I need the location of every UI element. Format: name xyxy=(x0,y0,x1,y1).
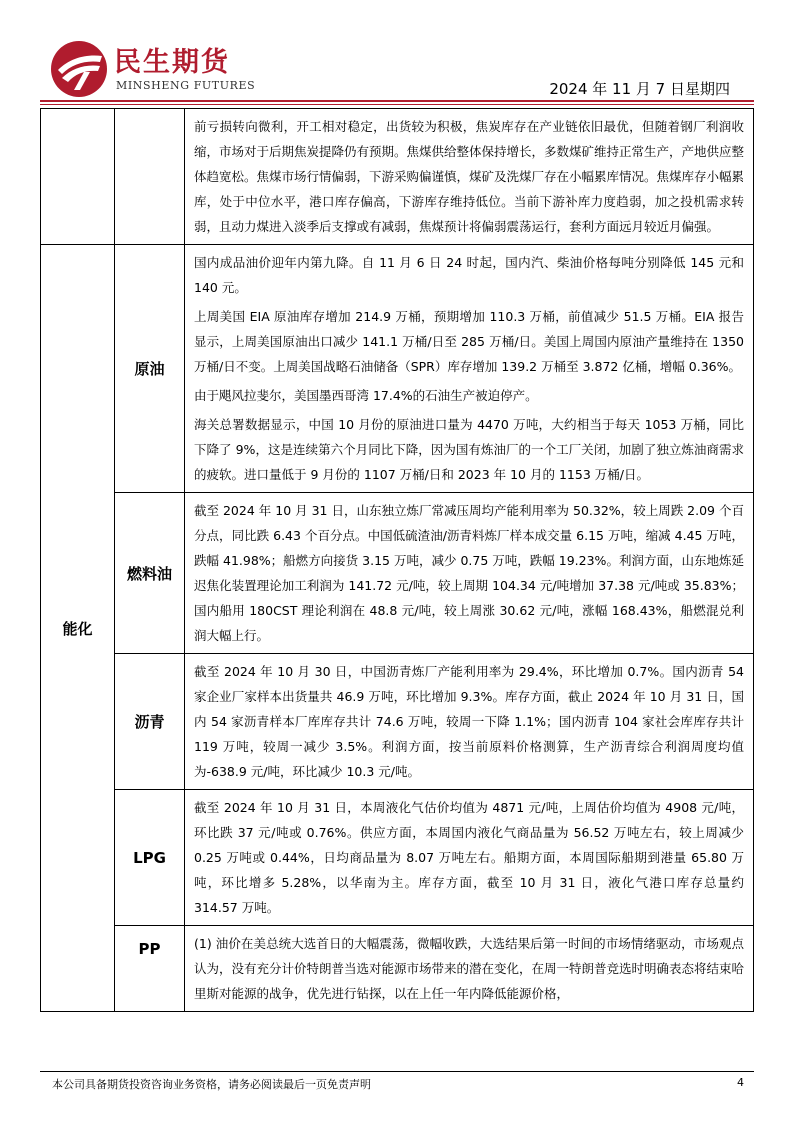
header-divider-thin xyxy=(40,104,754,105)
content-cell xyxy=(185,654,754,790)
content-paragraph: 上周美国 EIA 原油库存增加 214.9 万桶，预期增加 110.3 万桶，前值减少 51.5 万桶。EIA 报告显示，上周美国原油出口减少 141.1 万桶/日至 285 万桶/日。美国上周国内原油产量维持在 1350 万桶/日不变。上周美国战略石油储备（SPR）库存增加 139.2 万桶至 3.872 亿桶，增幅 0.36%。 xyxy=(194,309,744,374)
table-row xyxy=(41,493,754,654)
content-cell xyxy=(185,926,754,1012)
content-cell xyxy=(185,109,754,245)
content-paragraph: 海关总署数据显示，中国 10 月份的原油进口量为 4470 万吨，大约相当于每天 1053 万桶，同比下降了 9%，这是连续第六个月同比下降，因为国有炼油厂的一个工厂关闭，加剧了独立炼油商需求的疲软。进口量低于 9 月份的 1107 万桶/日和 2023 年 10 月的 1153 万桶/日。 xyxy=(194,417,744,482)
page-header xyxy=(0,0,794,112)
report-date: 2024 年 11 月 7 日星期四 xyxy=(549,80,730,98)
product-label: 燃料油 xyxy=(115,493,185,654)
content-cell xyxy=(185,790,754,926)
table-row xyxy=(41,790,754,926)
footer-disclaimer: 本公司具备期货投资咨询业务资格，请务必阅读最后一页免责声明 xyxy=(52,1078,371,1091)
table-row xyxy=(41,245,754,493)
commodity-table xyxy=(40,108,754,1012)
content-cell xyxy=(185,493,754,654)
product-label: 原油 xyxy=(115,245,185,493)
product-cell-empty xyxy=(115,109,185,245)
content-paragraph: 截至 2024 年 10 月 31 日，山东独立炼厂常减压周均产能利用率为 50.32%，较上周跌 2.09 个百分点，同比跌 6.43 个百分点。中国低硫渣油/沥青料炼厂样本成交量 6.15 万吨，缩减 4.45 万吨，跌幅 41.98%；船燃方向接货 3.15 万吨，减少 0.75 万吨，跌幅 19.23%。利润方面，山东地炼延迟焦化装置理论加工利润为 141.72 元/吨，较上周期 104.34 元/吨增加 37.38 元/吨或 35.83%；国内船用 180CST 理论利润在 48.8 元/吨，较上周涨 30.62 元/吨，涨幅 168.43%，船燃混兑利润大幅上行。 xyxy=(194,503,744,643)
page-number: 4 xyxy=(737,1076,744,1089)
product-label: PP xyxy=(115,926,185,1012)
footer-divider xyxy=(40,1071,754,1072)
product-label: LPG xyxy=(115,790,185,926)
brand-name-cn: 民生期货 xyxy=(114,47,230,78)
minsheng-logo-icon xyxy=(50,40,108,98)
content-paragraph: 国内成品油价迎年内第九降。自 11 月 6 日 24 时起，国内汽、柴油价格每吨分别降低 145 元和 140 元。 xyxy=(194,255,744,295)
content-paragraph: 前亏损转向微利，开工相对稳定，出货较为积极，焦炭库存在产业链依旧最优，但随着钢厂利润收缩，市场对于后期焦炭提降仍有预期。焦煤供给整体保持增长，多数煤矿维持正常生产，产地供应整体趋宽松。焦煤市场行情偏弱，下游采购偏谨慎，煤矿及洗煤厂存在小幅累库情况。焦煤库存小幅累库，处于中位水平，港口库存偏高，下游库存维持低位。当前下游补库力度趋弱，加之投机需求转弱，且动力煤进入淡季后支撑或有减弱，焦煤预计将偏弱震荡运行，套利方面远月较近月偏强。 xyxy=(194,119,745,234)
table-row xyxy=(41,109,754,245)
content-paragraph: 截至 2024 年 10 月 31 日，本周液化气估价均值为 4871 元/吨，上周估价均值为 4908 元/吨，环比跌 37 元/吨或 0.76%。供应方面，本周国内液化气商品量为 56.52 万吨左右，较上周减少 0.25 万吨或 0.44%，日均商品量为 8.07 万吨左右。船期方面，本周国际船期到港量 65.80 万吨，环比增多 5.28%，以华南为主。库存方面，截至 10 月 31 日，液化气港口库存总量约 314.57 万吨。 xyxy=(194,800,744,915)
header-divider xyxy=(40,100,754,102)
content-paragraph: 截至 2024 年 10 月 30 日，中国沥青炼厂产能利用率为 29.4%，环比增加 0.7%。国内沥青 54 家企业厂家样本出货量共 46.9 万吨，环比增加 9.3%。库存方面，截止 2024 年 10 月 31 日，国内 54 家沥青样本厂库库存共计 74.6 万吨，较周一下降 1.1%；国内沥青 104 家社会库库存共计 119 万吨，较周一减少 3.5%。利润方面，按当前原料价格测算，生产沥青综合利润周度均值为-638.9 元/吨，环比减少 10.3 元/吨。 xyxy=(194,664,744,779)
content-paragraph: (1) 油价在美总统大选首日的大幅震荡，微幅收跌，大选结果后第一时间的市场情绪驱动，市场观点认为，没有充分计价特朗普当选对能源市场带来的潜在变化，在周一特朗普竞选时明确表态将结束哈里斯对能源的战争，优先进行钻探，以在上任一年内降低能源价格， xyxy=(194,936,745,1001)
section-cell-empty xyxy=(41,109,115,245)
table-row xyxy=(41,654,754,790)
content-paragraph: 由于飓风拉斐尔，美国墨西哥湾 17.4%的石油生产被迫停产。 xyxy=(194,388,538,403)
table-row xyxy=(41,926,754,1012)
brand-name-en: MINSHENG FUTURES xyxy=(116,79,256,92)
section-label: 能化 xyxy=(41,245,115,1012)
content-cell xyxy=(185,245,754,493)
product-label: 沥青 xyxy=(115,654,185,790)
